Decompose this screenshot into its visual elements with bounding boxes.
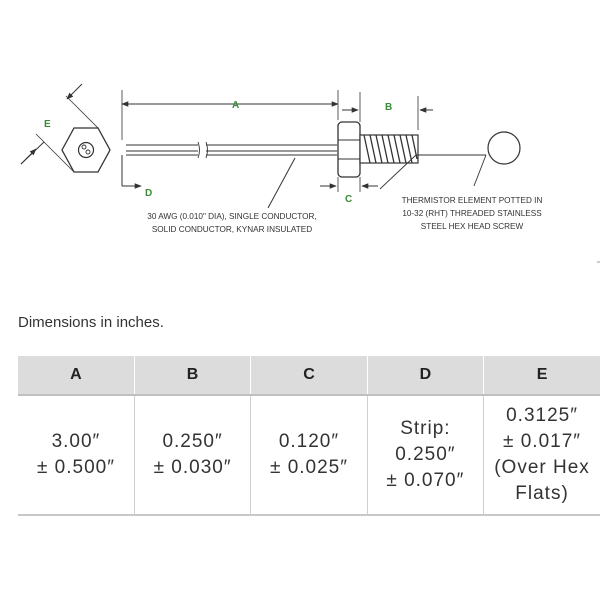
dimensions-table bbox=[18, 356, 600, 516]
label-b: B bbox=[385, 102, 393, 113]
header-d: D bbox=[367, 356, 483, 395]
element-note-line2: 10-32 (RHT) THREADED STAINLESS bbox=[402, 209, 542, 218]
label-c: C bbox=[345, 194, 353, 205]
threaded-body bbox=[360, 135, 418, 163]
element-note-line1: THERMISTOR ELEMENT POTTED IN bbox=[401, 196, 543, 205]
wire-callout bbox=[147, 158, 316, 234]
element-callout bbox=[380, 155, 542, 231]
element-note-line3: STEEL HEX HEAD SCREW bbox=[420, 222, 524, 231]
header-e: E bbox=[484, 356, 600, 395]
wire-note-line2: SOLID CONDUCTOR, KYNAR INSULATED bbox=[151, 225, 313, 234]
label-e: E bbox=[44, 119, 51, 130]
caption: Dimensions in inches. bbox=[18, 314, 164, 331]
hex-end-view bbox=[62, 128, 110, 172]
header-c: C bbox=[251, 356, 367, 395]
lead-wires bbox=[126, 142, 337, 158]
dimension-d bbox=[122, 155, 152, 199]
wire-note-line1: 30 AWG (0.010" DIA), SINGLE CONDUCTOR, bbox=[147, 212, 317, 221]
hex-nut-side bbox=[338, 122, 360, 177]
header-b: B bbox=[134, 356, 250, 395]
label-a: A bbox=[232, 100, 240, 111]
value-d: Strip: 0.250″ ± 0.070″ bbox=[367, 395, 483, 515]
dimension-c bbox=[320, 177, 378, 205]
thread-end-view bbox=[488, 132, 520, 164]
header-a: A bbox=[18, 356, 134, 395]
label-d: D bbox=[145, 188, 153, 199]
table-row bbox=[18, 395, 600, 515]
value-a: 3.00″ ± 0.500″ bbox=[18, 395, 134, 515]
value-e: 0.3125″ ± 0.017″ (Over Hex Flats) bbox=[484, 395, 600, 515]
dimension-a bbox=[122, 90, 338, 140]
value-b: 0.250″ ± 0.030″ bbox=[134, 395, 250, 515]
value-c: 0.120″ ± 0.025″ bbox=[251, 395, 367, 515]
table-header-row bbox=[18, 356, 600, 395]
